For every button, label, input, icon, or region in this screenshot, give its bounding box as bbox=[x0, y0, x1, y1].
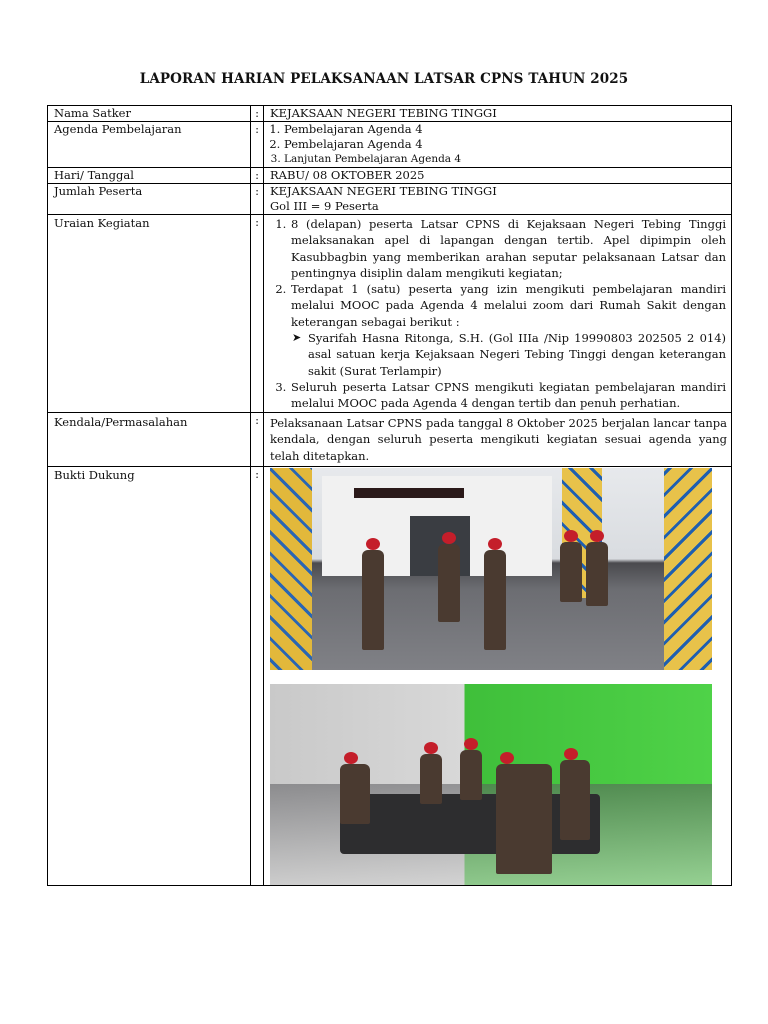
separator: : bbox=[251, 168, 264, 184]
separator: : bbox=[251, 184, 264, 215]
report-title: LAPORAN HARIAN PELAKSANAAN LATSAR CPNS TAHUN 2025 bbox=[139, 71, 629, 87]
photo-sign bbox=[354, 488, 464, 498]
kendala-label: Kendala/Permasalahan bbox=[48, 412, 251, 467]
agenda-label: Agenda Pembelajaran bbox=[48, 122, 251, 168]
uraian-item bbox=[290, 281, 726, 379]
photo-pillar bbox=[270, 468, 312, 670]
photo-pillar bbox=[664, 468, 712, 670]
uraian-item: 3. Seluruh peserta Latsar CPNS mengikuti kegiatan pembelajaran mandiri melalui MOOC pada Agenda 4 dengan tertib dan penuh perhatian. bbox=[290, 379, 726, 412]
arrow-bullet-icon: ➤ bbox=[292, 331, 302, 345]
peserta-cell bbox=[264, 184, 732, 215]
bukti-label: Bukti Dukung bbox=[48, 467, 251, 886]
satker-label: Nama Satker bbox=[48, 106, 251, 122]
row-bukti bbox=[48, 467, 732, 886]
uraian-list bbox=[270, 216, 726, 412]
row-tanggal bbox=[48, 168, 732, 184]
separator: : bbox=[251, 467, 264, 886]
uraian-item-text: Terdapat 1 (satu) peserta yang izin mengikuti pembelajaran mandiri melalui MOOC pada Agenda 4 melalui zoom dari Rumah Sakit dengan keterangan sebagai berikut : bbox=[291, 282, 726, 329]
photo-person bbox=[460, 750, 482, 800]
photo-person bbox=[438, 544, 460, 622]
bukti-photos-cell bbox=[264, 467, 732, 886]
agenda-list-cell bbox=[264, 122, 732, 168]
row-uraian bbox=[48, 215, 732, 413]
row-agenda bbox=[48, 122, 732, 168]
uraian-subitem-text: Syarifah Hasna Ritonga, S.H. (Gol IIIa /Nip 19990803 202505 2 014) asal satuan kerja Kejaksaan Negeri Tebing Tinggi dengan keterangan sakit (Surat Terlampir) bbox=[308, 331, 726, 378]
agenda-list bbox=[270, 122, 725, 167]
uraian-item: 1. 8 (delapan) peserta Latsar CPNS di Kejaksaan Negeri Tebing Tinggi melaksanakan apel di lapangan dengan tertib. Apel dipimpin oleh Kasubbagbin yang memberikan arahan seputar pelaksanaan Latsar dan pentingnya disiplin dalam mengikuti kegiatan; bbox=[290, 216, 726, 281]
separator: : bbox=[251, 412, 264, 467]
uraian-cell bbox=[264, 215, 732, 413]
agenda-item: 1. Pembelajaran Agenda 4 bbox=[284, 122, 725, 137]
photo-person bbox=[496, 764, 552, 874]
tanggal-value: RABU/ 08 OKTOBER 2025 bbox=[264, 168, 732, 184]
report-table bbox=[47, 105, 732, 886]
photo-person bbox=[586, 542, 608, 606]
photo-person bbox=[560, 542, 582, 602]
peserta-satker: KEJAKSAAN NEGERI TEBING TINGGI bbox=[270, 184, 497, 198]
photo-person bbox=[362, 550, 384, 650]
separator: : bbox=[251, 106, 264, 122]
row-peserta bbox=[48, 184, 732, 215]
photo-mooc-session bbox=[270, 684, 712, 885]
agenda-item: 2. Pembelajaran Agenda 4 bbox=[284, 137, 725, 152]
kendala-value: Pelaksanaan Latsar CPNS pada tanggal 8 Oktober 2025 berjalan lancar tanpa kendala, dengan seluruh peserta mengikuti kegiatan sesuai agenda yang telah ditetapkan. bbox=[264, 412, 732, 467]
separator: : bbox=[251, 215, 264, 413]
photo-person bbox=[340, 764, 370, 824]
uraian-subitem bbox=[292, 330, 726, 379]
photo-apel-ceremony bbox=[270, 468, 712, 670]
uraian-label: Uraian Kegiatan bbox=[48, 215, 251, 413]
photo-person bbox=[560, 760, 590, 840]
separator: : bbox=[251, 122, 264, 168]
tanggal-label: Hari/ Tanggal bbox=[48, 168, 251, 184]
peserta-label: Jumlah Peserta bbox=[48, 184, 251, 215]
photo-person bbox=[420, 754, 442, 804]
photo-person bbox=[484, 550, 506, 650]
row-satker bbox=[48, 106, 732, 122]
agenda-item: 3. Lanjutan Pembelajaran Agenda 4 bbox=[284, 152, 725, 167]
row-kendala bbox=[48, 412, 732, 467]
satker-value: KEJAKSAAN NEGERI TEBING TINGGI bbox=[264, 106, 732, 122]
peserta-count: Gol III = 9 Peserta bbox=[270, 199, 379, 213]
uraian-sublist bbox=[291, 330, 726, 379]
